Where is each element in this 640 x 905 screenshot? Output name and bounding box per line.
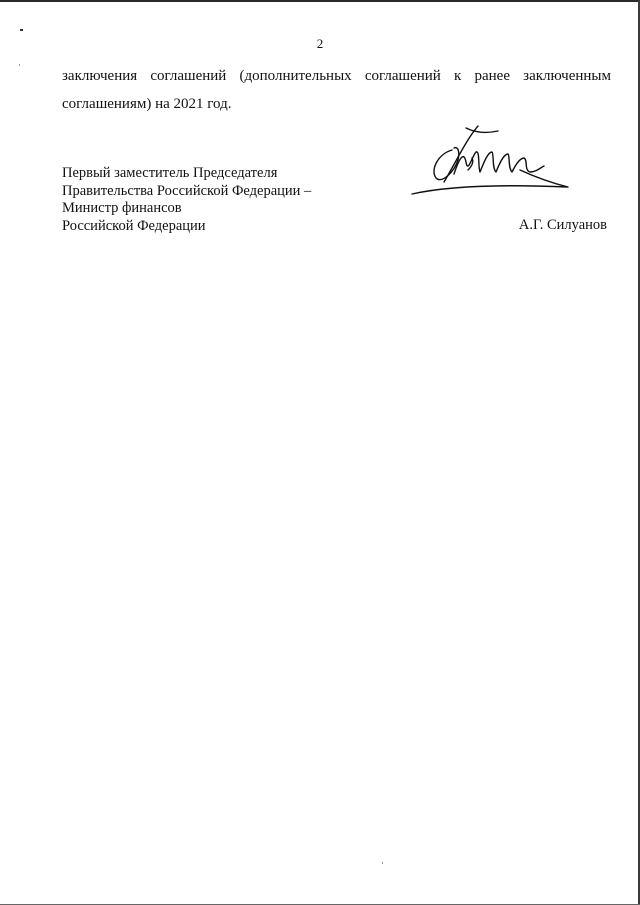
- position-line: Правительства Российской Федерации –: [62, 182, 312, 199]
- position-line: Российской Федерации: [62, 217, 206, 234]
- signatory-position: [62, 165, 311, 235]
- paragraph-line: заключения соглашений (дополнительных соглашений к ранее заключенным: [62, 68, 611, 84]
- paragraph-line: соглашениям) на 2021 год.: [62, 96, 232, 112]
- scan-speck: [19, 64, 20, 66]
- signatory-name: А.Г. Силуанов: [518, 217, 607, 233]
- scan-edge-top: [0, 0, 640, 2]
- page-number: 2: [316, 36, 324, 51]
- body-paragraph: [62, 62, 611, 118]
- scan-speck: [382, 862, 383, 864]
- position-line: Первый заместитель Председателя: [62, 165, 278, 181]
- scan-speck: [20, 29, 23, 31]
- handwritten-signature-icon: [408, 122, 572, 202]
- position-line: Министр финансов: [62, 200, 182, 216]
